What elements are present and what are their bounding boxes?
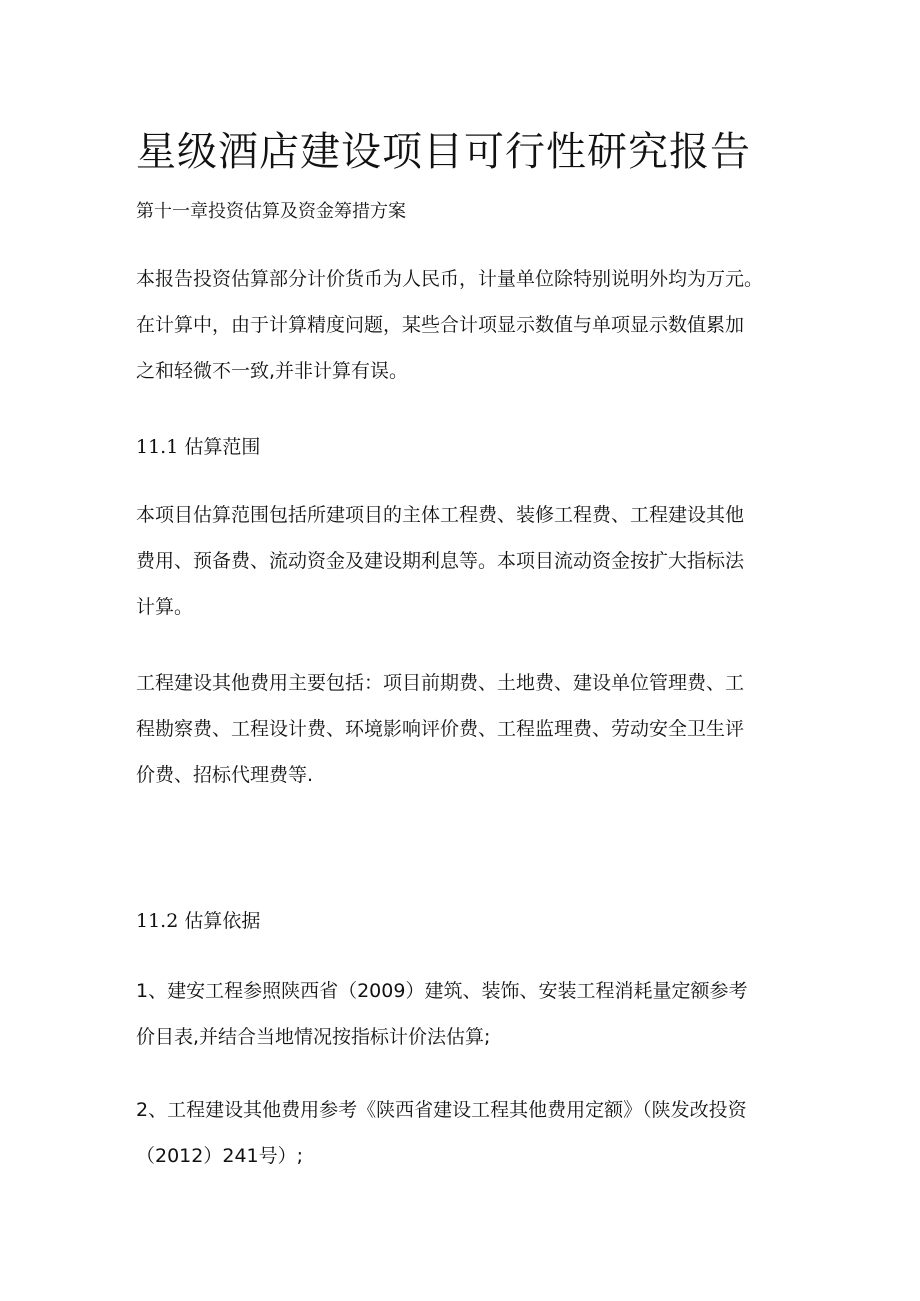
- other-costs-line: 价费、招标代理费等.: [136, 764, 314, 786]
- other-costs-line: 工程建设其他费用主要包括：项目前期费、土地费、建设单位管理费、工: [136, 672, 745, 694]
- basis-line: 价目表,并结合当地情况按指标计价法估算;: [136, 1026, 491, 1048]
- basis-line: （2012）241号）;: [136, 1145, 304, 1167]
- chapter-title: 第十一章投资估算及资金筹措方案: [136, 201, 406, 222]
- section-heading-11-2: [136, 907, 260, 935]
- scope-line: 计算。: [136, 596, 194, 618]
- other-costs-line: 程勘察费、工程设计费、环境影响评价费、工程监理费、劳动安全卫生评: [136, 718, 745, 740]
- other-costs-paragraph: [136, 660, 796, 798]
- scope-line: 本项目估算范围包括所建项目的主体工程费、装修工程费、工程建设其他: [136, 504, 745, 526]
- basis-line: 2、工程建设其他费用参考《陕西省建设工程其他费用定额》（陕发改投资: [136, 1099, 747, 1121]
- basis-line: 1、建安工程参照陕西省（2009）建筑、装饰、安装工程消耗量定额参考: [136, 980, 748, 1002]
- scope-paragraph: [136, 492, 796, 630]
- section-heading-text: 估算范围: [184, 436, 261, 458]
- intro-line: 在计算中，由于计算精度问题，某些合计项显示数值与单项显示数值累加: [136, 314, 745, 336]
- intro-line: 本报告投资估算部分计价货币为人民币，计量单位除特别说明外均为万元。: [136, 268, 764, 290]
- section-number: 11.1: [136, 436, 179, 458]
- section-number: 11.2: [136, 910, 179, 932]
- scope-line: 费用、预备费、流动资金及建设期利息等。本项目流动资金按扩大指标法: [136, 550, 745, 572]
- basis-item-1: [136, 968, 796, 1060]
- section-heading-11-1: [136, 433, 260, 461]
- document-title: 星级酒店建设项目可行性研究报告: [136, 129, 751, 175]
- section-heading-text: 估算依据: [184, 910, 261, 932]
- intro-line: 之和轻微不一致,并非计算有误。: [136, 360, 409, 382]
- basis-item-2: [136, 1087, 796, 1179]
- intro-paragraph: [136, 256, 796, 394]
